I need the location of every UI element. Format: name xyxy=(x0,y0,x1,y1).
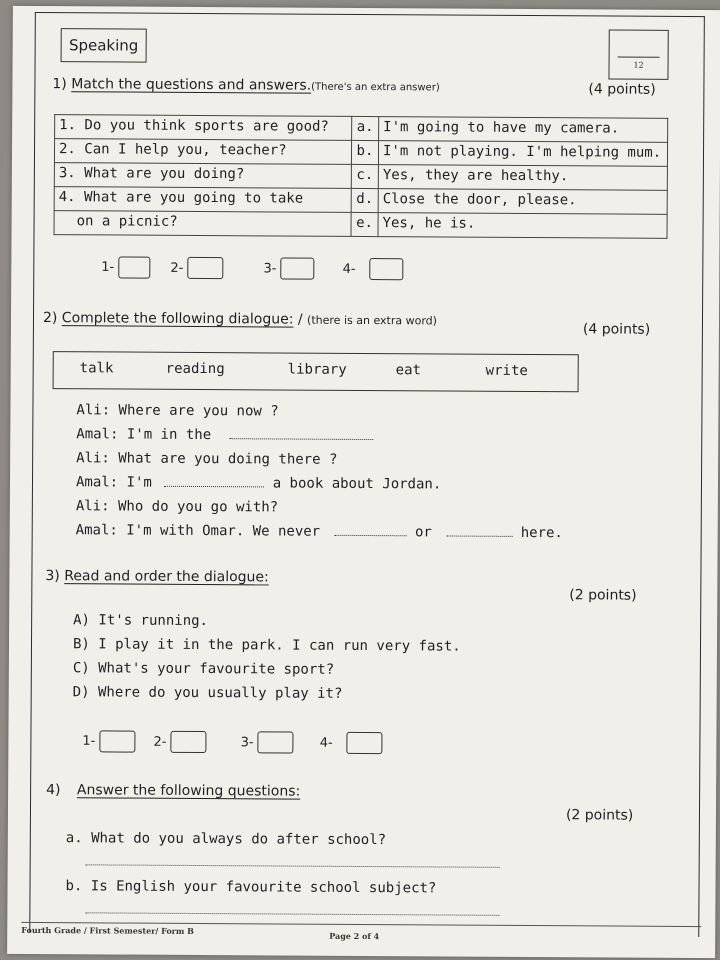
blank-2[interactable] xyxy=(164,486,264,488)
q3-answer-row xyxy=(82,730,382,754)
q1-answer-box-4[interactable] xyxy=(370,258,404,280)
word-talk: talk xyxy=(79,360,114,377)
q2-points: (4 points) xyxy=(582,321,651,338)
dialogue-line-1: Ali: Where are you now ? xyxy=(76,402,279,420)
q4-heading xyxy=(46,782,300,800)
answer-c: Yes, they are healthy. xyxy=(378,165,667,191)
q3-answer-box-3[interactable] xyxy=(258,731,294,753)
dialogue-line-2 xyxy=(76,426,373,444)
answer-d: Close the door, please. xyxy=(378,189,667,215)
q2-sep: / xyxy=(297,311,303,328)
question-4-cont: on a picnic? xyxy=(54,211,351,237)
q3-item-d: D) Where do you usually play it? xyxy=(72,684,343,702)
q3-answer-box-2[interactable] xyxy=(170,731,206,753)
word-reading: reading xyxy=(165,360,225,378)
question-4: 4. What are you going to take xyxy=(54,187,351,213)
footer-page: Page 2 of 4 xyxy=(329,930,380,942)
q1-slot-label-1: 1- xyxy=(101,259,115,275)
q1-number: 1) xyxy=(52,76,67,93)
answer-a: I'm going to have my camera. xyxy=(379,117,668,143)
question-3: 3. What are you doing? xyxy=(54,163,351,189)
q3-item-a: A) It's running. xyxy=(73,612,209,630)
q1-slot-label-4: 4- xyxy=(342,261,356,277)
word-write: write xyxy=(485,362,528,379)
q1-answer-box-2[interactable] xyxy=(187,257,223,279)
q4-number: 4) xyxy=(46,782,61,799)
blank-4[interactable] xyxy=(446,536,512,537)
answer-letter-b: b. xyxy=(351,140,378,164)
exam-sheet xyxy=(7,6,720,958)
q3-points: (2 points) xyxy=(569,587,637,604)
score-box xyxy=(608,29,668,79)
q3-slot-label-1: 1- xyxy=(82,733,96,749)
q2-title: Complete the following dialogue: xyxy=(61,310,294,328)
blank-3[interactable] xyxy=(335,535,407,536)
dialogue-line-4-start: Amal: I'm xyxy=(75,474,152,491)
q3-answer-box-1[interactable] xyxy=(99,730,135,752)
answer-letter-d: d. xyxy=(351,188,378,212)
q1-slot-label-3: 3- xyxy=(263,260,277,276)
question-1: 1. Do you think sports are good? xyxy=(55,115,352,141)
dialogue-line-5: Ali: Who do you go with? xyxy=(75,498,279,516)
q1-note: (There's an extra answer) xyxy=(311,81,440,94)
footer-left: Fourth Grade / First Semester/ Form B xyxy=(21,924,194,936)
q2-note: (there is an extra word) xyxy=(307,313,437,328)
q4-title: Answer the following questions: xyxy=(76,782,301,800)
word-bank xyxy=(53,351,579,392)
q3-item-c: C) What's your favourite sport? xyxy=(72,660,335,678)
dialogue-line-6 xyxy=(76,522,563,541)
dialogue-line-6-start: Amal: I'm with Omar. We never xyxy=(75,522,321,540)
q1-answer-box-3[interactable] xyxy=(280,257,314,279)
q4-question-a: a. What do you always do after school? xyxy=(65,830,387,849)
q1-heading xyxy=(52,76,439,94)
answer-letter-e: e. xyxy=(351,212,378,236)
answer-letter-a: a. xyxy=(352,116,379,140)
dialogue-line-4-end: a book about Jordan. xyxy=(272,475,442,493)
dialogue-line-3: Ali: What are you doing there ? xyxy=(76,450,338,468)
score-total: 12 xyxy=(633,60,644,70)
q3-answer-box-4[interactable] xyxy=(347,732,383,754)
word-eat: eat xyxy=(395,362,422,379)
q1-title: Match the questions and answers. xyxy=(71,76,312,94)
q1-points: (4 points) xyxy=(588,81,656,98)
q2-heading xyxy=(43,310,437,328)
dialogue-line-6-or: or xyxy=(414,524,432,541)
question-2: 2. Can I help you, teacher? xyxy=(54,139,351,165)
score-line xyxy=(618,57,660,58)
answer-e: Yes, he is. xyxy=(378,213,667,239)
section-title: Speaking xyxy=(61,28,147,63)
dialogue-line-6-end: here. xyxy=(520,524,563,542)
blank-1[interactable] xyxy=(230,438,374,440)
q4-question-b: b. Is English your favourite school subject? xyxy=(65,878,437,897)
q1-slot-label-2: 2- xyxy=(170,260,184,276)
q4-points: (2 points) xyxy=(565,807,634,824)
q1-answer-row xyxy=(101,256,403,280)
q1-answer-box-1[interactable] xyxy=(118,256,150,278)
answer-letter-c: c. xyxy=(351,164,378,188)
q3-item-b: B) I play it in the park. I can run very fast. xyxy=(72,636,461,655)
dialogue-line-2-text: Amal: I'm in the xyxy=(76,426,212,444)
q3-title: Read and order the dialogue: xyxy=(64,568,269,586)
q3-slot-label-3: 3- xyxy=(240,734,254,750)
q3-number: 3) xyxy=(45,568,60,585)
matching-table xyxy=(54,114,669,239)
q2-number: 2) xyxy=(42,310,58,327)
word-library: library xyxy=(287,361,347,378)
dialogue-line-4 xyxy=(76,474,441,492)
q3-slot-label-2: 2- xyxy=(153,734,167,750)
answer-b: I'm not playing. I'm helping mum. xyxy=(378,141,667,167)
q3-heading xyxy=(45,568,268,585)
q3-slot-label-4: 4- xyxy=(319,735,333,751)
